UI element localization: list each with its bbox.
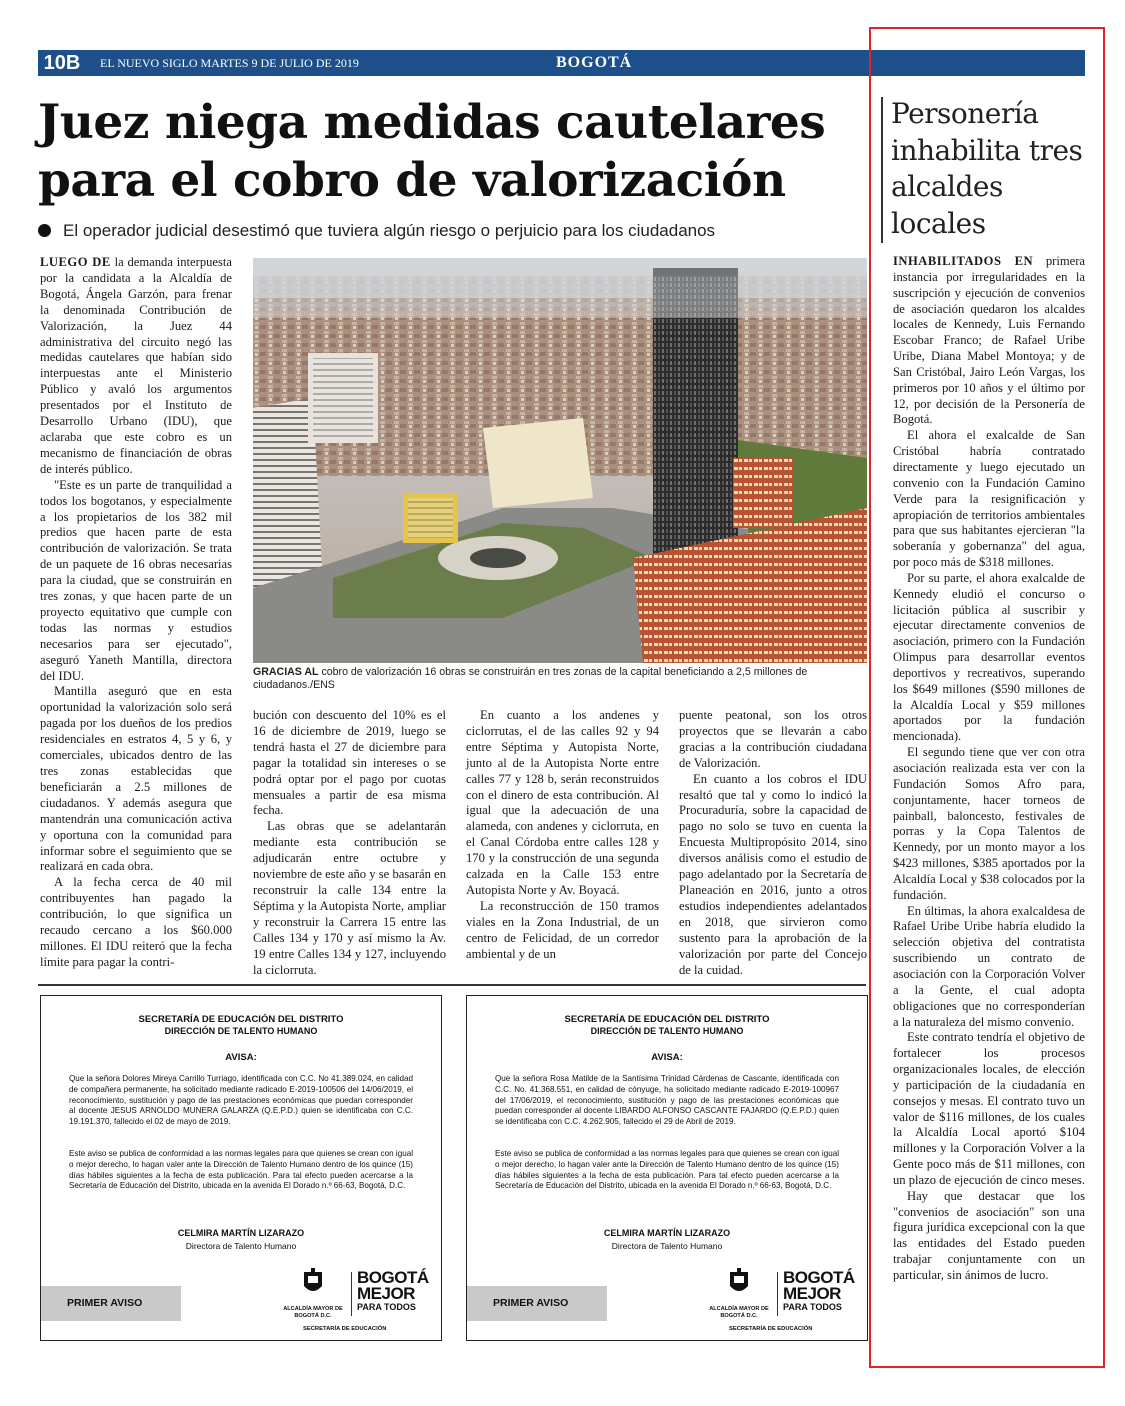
paragraph: Por su parte, el ahora exalcalde de Kennedy eludió el concurso o licitación pública al suscribir y ejecutar directamente convenios de asociación, primero con la Fundación Olimpus para desarrollar eventos deportivos y recreativos, superando los $649 millones ($590 millones de la Alcaldía Local y $59 millones aportados por la fundación mencionada). [893, 570, 1085, 744]
bogota-crest-icon [728, 1268, 750, 1298]
alcaldia-logo [699, 1268, 779, 1334]
bogota-crest-icon [302, 1268, 324, 1298]
ad-signer-name: CELMIRA MARTÍN LIZARAZO [603, 1228, 731, 1238]
legal-notice-ad [40, 995, 442, 1341]
caption-text: cobro de valorización 16 obras se construirán en tres zonas de la capital beneficiando a 2,5 millones de ciudadanos./ENS [253, 666, 808, 691]
ad-signer-role: Directora de Talento Humano [185, 1241, 297, 1251]
article-column-1 [40, 255, 232, 971]
paragraph-text: primera instancia por irregularidades en la suscripción y ejecución de convenios de asociación quedaron los alcaldes locales de Kennedy, Luis Fernando Escobar Franco; de Rafael Uribe Uribe, Diana Mabel Montoya; y de San Cristóbal, Jairo León Vargas, los primeros por 10 años y el último por 12, por decisión de la Personería de Bogotá. [893, 254, 1085, 427]
primer-aviso-badge [41, 1286, 181, 1321]
caption-lead: GRACIAS AL [253, 666, 319, 678]
paragraph: La reconstrucción de 150 tramos viales en la Zona Industrial, de un centro de Felicidad, de un corredor ambiental y de un [466, 898, 659, 961]
paragraph: A la fecha cerca de 40 mil contribuyentes han pagado la contribución, lo que significa un recaudo cercano a los $60.000 millones. El IDU reiteró que la fecha límite para pagar la contri- [40, 875, 232, 969]
legal-notice-ad [466, 995, 868, 1341]
ad-body-text: Que la señora Rosa Matilde de la Santísima Trinidad Cárdenas de Cascante, identificada con C.C. No. 41.368.551, en calidad de cónyuge, ha solicitado mediante radicado E-2019-100967 del 17/06/2019, el reconocimiento, sustitución y pago de las prestaciones económicas que puedan corresponder al docente LIBARDO ALFONSO CASCANTE FAJARDO (Q.E.P.D.) quien se identificaba con C.C. 4.262.905, fallecido el 29 de Abril de 2019. [495, 1074, 839, 1127]
lead-in: INHABILITADOS EN [893, 254, 1034, 268]
logo-word: BOGOTÁ [357, 1268, 429, 1287]
paragraph: puente peatonal, son los otros proyectos que se llevarán a cabo gracias a la contribución ciudadana de Valorización. [679, 708, 867, 770]
photo-caption [253, 666, 865, 692]
paragraph: Mantilla aseguró que en esta oportunidad la valorización solo será pagada por los dueños de los predios residenciales en estratos 4, 5 y 6, y comerciales, ubicados dentro de las tres zonas establecidas que beneficiarán a 2.5 millones de ciudadanos. Y además asegura que mantendrán una comunicación activa y oportuna con la comunidad para informar sobre el seguimiento que se realizará en cada obra. [40, 684, 232, 874]
logo-word: MEJOR [357, 1284, 415, 1303]
paragraph: Hay que destacar que los "convenios de asociación" son una figura jurídica excepcional con la que las entidades del Estado pueden trabajar conjuntamente con un particular, sin ánimos de lucro. [893, 1188, 1085, 1282]
paragraph-text: la demanda interpuesta por la candidata a la Alcaldía de Bogotá, Ángela Garzón, para frenar la denominada Contribución de Valorización, la Juez 44 administrativa del circuito negó las medidas cautelares que habían sido interpuestas ante el Ministerio Público y avaló los argumentos presentados por el Instituto de Desarrollo Urbano (IDU), que aclaraba que este cobro es un mecanismo de financiación de obras de interés público. [40, 255, 232, 476]
primer-aviso-badge [467, 1286, 607, 1321]
section-name: BOGOTÁ [556, 54, 633, 71]
paragraph: El segundo tiene que ver con otra asociación realizada esta ver con la Fundación Somos Afro para, conjuntamente, hacer torneos de painball, baloncesto, festivales de porras y la Copa Talentos de Kennedy, por un monto mayor a los $423 millones, $385 aportados por la Alcaldía Local y $38 colocados por la fundación. [893, 745, 1085, 902]
page-number: 10B [38, 50, 86, 76]
ad-subtitle: DIRECCIÓN DE TALENTO HUMANO [164, 1026, 318, 1036]
ad-avisa-label: AVISA: [651, 1052, 683, 1063]
bullet-dot-icon [38, 224, 51, 237]
bogota-mejor-logo [357, 1270, 429, 1312]
ad-body-text: Que la señora Dolores Mireya Carrillo Turriago, identificada con C.C. No 41.389.024, en calidad de compañera permanente, ha solicitado mediante radicado E-2019-100506 del 14/06/2019, el reconocimiento, sustitución y pago de las prestaciones económicas que puedan corresponder al docente JESUS ARNOLDO MUNERA GALARZA (Q.E.P.D.) quien se identificaba con C.C. 19.191.370, fallecido el 02 de mayo de 2019. [69, 1074, 413, 1127]
secretaria-label: SECRETARÍA DE EDUCACIÓN [729, 1326, 813, 1332]
logo-word: BOGOTÁ [783, 1268, 855, 1287]
paragraph: "Este es un parte de tranquilidad a todos los bogotanos, y especialmente a los propietarios de los 382 mil predios que hacen parte de esta contribución de valorización. Se trata de un paquete de 16 obras necesarias para la ciudad, que se construirán en tres zonas, y que hacen parte de un proyecto equitativo que cumple con todas las normas y estudios necesarios para ser ejecutado", aseguró Yaneth Mantilla, directora del IDU. [40, 477, 232, 683]
badge-label: PRIMER AVISO [67, 1297, 143, 1309]
ad-title: SECRETARÍA DE EDUCACIÓN DEL DISTRITO [138, 1014, 344, 1025]
ad-avisa-label: AVISA: [225, 1052, 257, 1063]
badge-label: PRIMER AVISO [493, 1297, 569, 1309]
bogota-mejor-logo [783, 1270, 855, 1312]
article-column-4 [679, 708, 867, 978]
alcaldia-text: ALCALDÍA MAYOR DE BOGOTÁ D.C. [283, 1306, 343, 1319]
sidebar-article-body [893, 254, 1085, 1284]
sidebar-headline: Personería inhabilita tres alcaldes locales [891, 97, 1083, 240]
alcaldia-text: ALCALDÍA MAYOR DE BOGOTÁ D.C. [709, 1306, 769, 1319]
section-divider [38, 984, 866, 986]
paragraph [40, 255, 232, 478]
subhead-text: El operador judicial desestimó que tuviera algún riesgo o perjuicio para los ciudadanos [63, 221, 716, 240]
ad-subtitle: DIRECCIÓN DE TALENTO HUMANO [590, 1026, 744, 1036]
paragraph: En cuanto a los cobros el IDU resaltó que tal y como lo indicó la Procuraduría, sobre la capacidad de pago no solo se tuvo en cuenta la Encuesta Multipropósito 2014, sino diversos análisis como el estudio de pago adelantado por la Secretaría de Planeación en 2016, junto a otros estudios independientes adelantados en 2018, que sirvieron como sustento para la aprobación de la valorización por parte del Concejo de la cuidad. [679, 771, 867, 977]
secretaria-label: SECRETARÍA DE EDUCACIÓN [303, 1326, 387, 1332]
paragraph [893, 254, 1085, 428]
lead-in: LUEGO DE [40, 255, 111, 269]
ad-title: SECRETARÍA DE EDUCACIÓN DEL DISTRITO [564, 1014, 770, 1025]
article-column-3 [466, 708, 659, 963]
paragraph: Las obras que se adelantarán mediante esta contribución se adjudicarán entre octubre y noviembre de este año y se basarán en reconstruir la calle 134 entre la Séptima y la Autopista Norte, ampliar y reconstruir la Carrera 15 entre las Calles 134 y 170 y así mismo la Av. 19 entre Calles 134 y 127, incluyendo la ciclorruta. [253, 819, 446, 977]
logo-divider [351, 1272, 352, 1316]
article-column-2 [253, 708, 446, 978]
alcaldia-logo [273, 1268, 353, 1334]
logo-divider [777, 1272, 778, 1316]
logo-word: MEJOR [783, 1284, 841, 1303]
ad-signer-role: Directora de Talento Humano [611, 1241, 723, 1251]
ad-body-text: Este aviso se publica de conformidad a las normas legales para que quienes se crean con igual o mejor derecho, lo hagan valer ante la Dirección de Talento Humano dentro de los quince (15) días hábiles siguientes a la fecha de esta publicación. Para tal efecto pueden acercarse a la Secretaría de Educación del Distrito, ubicada en la avenida El Dorado n.º 66-63, Bogotá, D.C. [69, 1149, 413, 1191]
ad-body-text: Este aviso se publica de conformidad a las normas legales para que quienes se crean con igual o mejor derecho, lo hagan valer ante la Dirección de Talento Humano dentro de los quince (15) días hábiles siguientes a la fecha de esta publicación. Para tal efecto pueden acercarse a la Secretaría de Educación del Distrito, ubicada en la avenida El Dorado n.º 66-63, Bogotá, D.C. [495, 1149, 839, 1191]
newspaper-date-line: EL NUEVO SIGLO MARTES 9 DE JULIO DE 2019 [100, 56, 359, 70]
paragraph: bución con descuento del 10% es el 16 de diciembre de 2019, luego se tendrá hasta el 27 de diciembre para pagar la totalidad sin intereses o se podrá optar por el pago por cuotas mensuales a partir de esa misma fecha. [253, 708, 446, 818]
sidebar-title-rule [881, 97, 883, 243]
paragraph: En últimas, la ahora exalcaldesa de Rafael Uribe Uribe habría eludido la selección objetiva del contratista suscribiendo un contrato de asociación con la Corporación Volver a la Gente, el cual adopta obligaciones que no corresponderían a la naturaleza del mismo convenio. [893, 903, 1085, 1029]
main-subheadline [38, 219, 858, 243]
city-aerial-photo [253, 258, 867, 663]
paragraph: En cuanto a los andenes y ciclorrutas, el de las calles 92 y 94 entre Séptima y Autopista Norte, junto al de la Autopista Norte entre calles 77 y 128 b, serán reconstruidos con el dinero de esta contribución. Al igual que la adecuación de una alameda, con andenes y ciclorruta, en el Canal Córdoba entre calles 128 y 170 y la construcción de una segunda calzada en la Calle 153 entre Autopista Norte y Av. Boyacá. [466, 708, 659, 897]
main-headline: Juez niega medidas cautelares para el cobro de valorización [38, 95, 826, 208]
paragraph: Este contrato tendría el objetivo de fortalecer los procesos organizacionales locales, de elección y participación de la ciudadanía en consejos y mesas. El contrato tuvo un valor de $116 millones, de los cuales la Alcaldía Local aportó $104 millones y la Corporación Volver a la Gente poco más de $11 millones, con un plazo de ejecución de cinco meses. [893, 1030, 1085, 1187]
ad-signer-name: CELMIRA MARTÍN LIZARAZO [177, 1228, 305, 1238]
logo-word: PARA TODOS [357, 1302, 416, 1312]
paragraph: El ahora el exalcalde de San Cristóbal habría contratado directamente y luego ejecutado un convenio con la Fundación Camino Verde para la resignificación y apropiación de territorios ambientales para que sus habitantes ejercieran "la soberanía y gobernanza" del agua, por poco más de $318 millones. [893, 428, 1085, 570]
logo-word: PARA TODOS [783, 1302, 842, 1312]
